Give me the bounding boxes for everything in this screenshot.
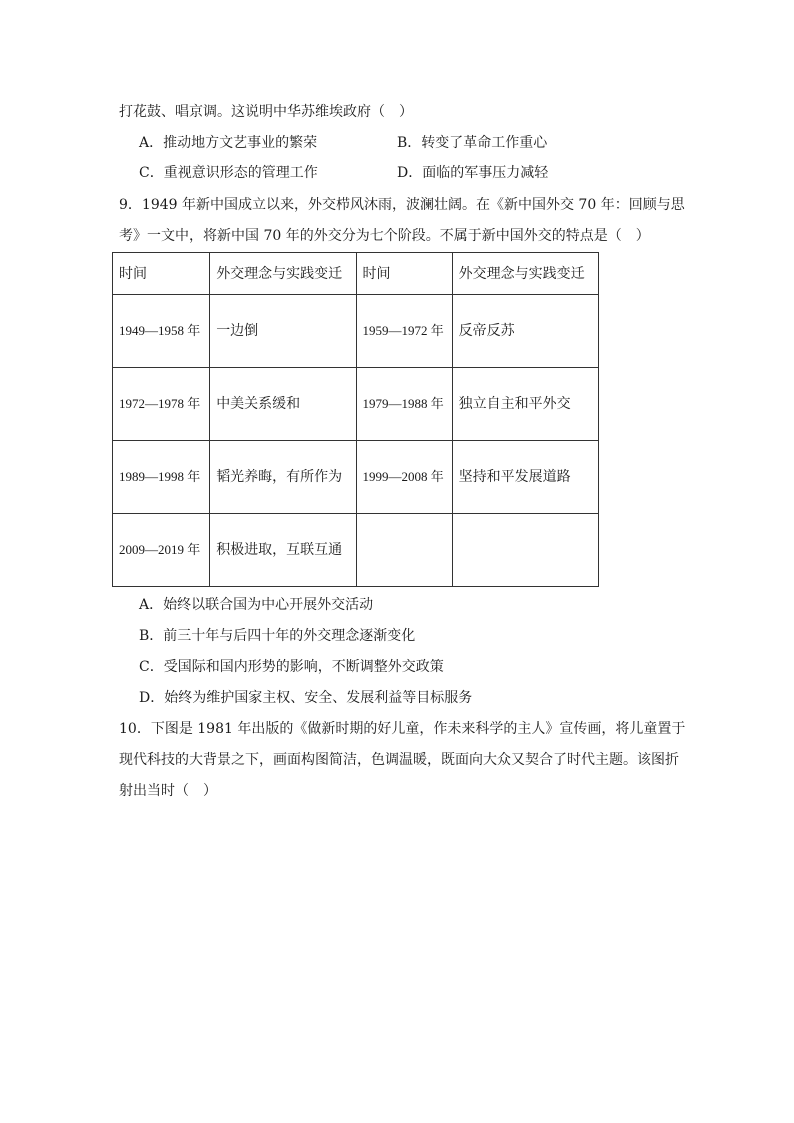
q9-option-c[interactable]: C．受国际和国内形势的影响，不断调整外交政策 (139, 659, 444, 675)
q9-option-d[interactable]: D．始终为维护国家主权、安全、发展利益等目标服务 (139, 690, 473, 706)
table-cell-policy: 中美关系缓和 (210, 368, 356, 441)
q10-stem-line-1: 10．下图是 1981 年出版的《做新时期的好儿童，作未来科学的主人》宣传画，将儿童置于 (119, 721, 686, 737)
q8-options-row-2 (0, 163, 794, 183)
table-cell-policy: 独立自主和平外交 (452, 368, 598, 441)
table-cell-policy: 反帝反苏 (452, 295, 598, 368)
table-cell-period: 1989—1998 年 (113, 441, 210, 514)
table-row (113, 514, 599, 587)
table-cell-period: 1979—1988 年 (356, 368, 452, 441)
q9-option-b[interactable]: B．前三十年与后四十年的外交理念逐渐变化 (139, 628, 416, 644)
table-cell-policy: 积极进取，互联互通 (210, 514, 356, 587)
q8-stem-tail: 打花鼓、唱京调。这说明中华苏维埃政府（ ） (119, 104, 413, 120)
table-cell-period: 1999—2008 年 (356, 441, 452, 514)
table-cell-period: 1959—1972 年 (356, 295, 452, 368)
q9-stem-line-1: 9．1949 年新中国成立以来，外交栉风沐雨，波澜壮阔。在《新中国外交 70 年：回顾与思 (119, 197, 685, 213)
table-header-row (113, 253, 599, 295)
q10-stem-line-2: 现代科技的大背景之下，画面构图简洁，色调温暖，既面向大众又契合了时代主题。该图折 (119, 752, 679, 768)
table-cell-period: 1972—1978 年 (113, 368, 210, 441)
table-cell-period: 1949—1958 年 (113, 295, 210, 368)
table-cell-policy: 一边倒 (210, 295, 356, 368)
table-cell-policy (452, 514, 598, 587)
table-row (113, 368, 599, 441)
q9-option-a[interactable]: A．始终以联合国为中心开展外交活动 (139, 597, 374, 613)
table-row (113, 441, 599, 514)
table-header-cell: 时间 (356, 253, 452, 295)
table-header-cell: 外交理念与实践变迁 (210, 253, 356, 295)
table-cell-policy: 坚持和平发展道路 (452, 441, 598, 514)
q8-option-b[interactable]: B．转变了革命工作重心 (397, 135, 548, 151)
q8-options-row-1 (0, 133, 794, 153)
diplomacy-stages-table (112, 252, 599, 587)
q8-option-d[interactable]: D．面临的军事压力减轻 (397, 165, 549, 181)
table-header-cell: 时间 (113, 253, 210, 295)
q9-stem-line-2: 考》一文中，将新中国 70 年的外交分为七个阶段。不属于新中国外交的特点是（ ） (119, 228, 650, 244)
table-cell-period: 2009—2019 年 (113, 514, 210, 587)
table-row (113, 295, 599, 368)
table-header-cell: 外交理念与实践变迁 (452, 253, 598, 295)
table-cell-period (356, 514, 452, 587)
table-cell-policy: 韬光养晦，有所作为 (210, 441, 356, 514)
q8-option-c[interactable]: C．重视意识形态的管理工作 (139, 165, 318, 181)
q8-option-a[interactable]: A．推动地方文艺事业的繁荣 (139, 135, 318, 151)
q10-stem-line-3: 射出当时（ ） (119, 783, 217, 799)
